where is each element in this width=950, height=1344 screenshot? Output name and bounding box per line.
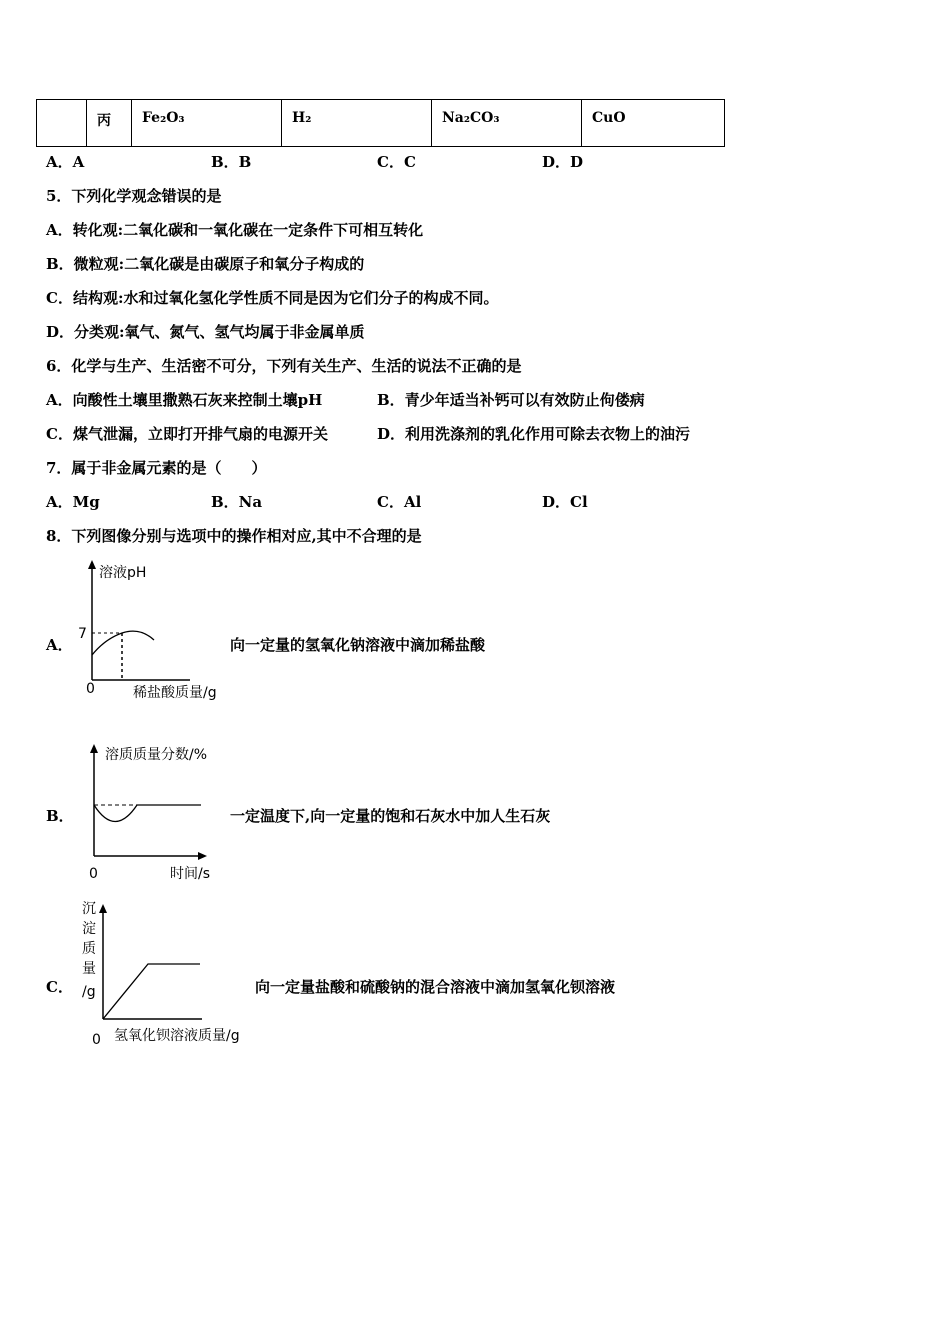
graph-c-ylabel-1: 沉 (82, 901, 96, 917)
graph-c-ylabel-4: 量 (82, 961, 96, 977)
table-row (37, 100, 725, 147)
graph-a-y-arrow-icon (88, 560, 96, 569)
graph-b-label[interactable]: B． (46, 807, 74, 825)
graph-c-line (103, 964, 200, 1019)
q7-option-b[interactable]: B．Na (211, 493, 263, 511)
q4-option-d[interactable]: D．D (542, 153, 584, 171)
graph-b-origin: 0 (89, 866, 98, 882)
table-cell: Fe₂O₃ (132, 100, 282, 147)
table-cell: H₂ (282, 100, 432, 147)
graph-a-ylabel: 溶液pH (99, 565, 147, 581)
graph-c-xlabel: 氢氧化钡溶液质量/g (114, 1028, 240, 1044)
q5-option-c[interactable]: C．结构观:水和过氧化氢化学性质不同是因为它们分子的构成不同。 (46, 289, 499, 307)
graph-c-desc: 向一定量盐酸和硫酸钠的混合溶液中滴加氢氧化钡溶液 (255, 978, 616, 996)
graph-c-origin: 0 (92, 1032, 101, 1048)
q7-option-c[interactable]: C．Al (377, 493, 422, 511)
q5-stem: 5．下列化学观念错误的是 (46, 187, 222, 205)
graph-b-curve (94, 805, 201, 822)
graph-a-label[interactable]: A． (46, 636, 73, 654)
table-cell (37, 100, 87, 147)
graph-a-tick: 7 (78, 626, 87, 642)
table-cell: CuO (582, 100, 725, 147)
graph-b-xlabel: 时间/s (170, 866, 211, 882)
q5-option-b[interactable]: B．微粒观:二氧化碳是由碳原子和氧分子构成的 (46, 255, 365, 273)
q6-option-c[interactable]: C．煤气泄漏，立即打开排气扇的电源开关 (46, 425, 328, 443)
graph-c-y-arrow-icon (99, 904, 107, 913)
table-cell: Na₂CO₃ (432, 100, 582, 147)
graph-a-curve (92, 631, 154, 655)
graph-a-origin: 0 (86, 681, 95, 697)
q6-option-b[interactable]: B．青少年适当补钙可以有效防止佝偻病 (377, 391, 645, 409)
graph-c (78, 895, 258, 1050)
graph-b (75, 738, 235, 886)
graph-c-ylabel-3: 质 (82, 941, 96, 957)
q5-option-a[interactable]: A．转化观:二氧化碳和一氧化碳在一定条件下可相互转化 (46, 221, 424, 239)
graph-a (70, 555, 240, 705)
graph-a-desc: 向一定量的氢氧化钠溶液中滴加稀盐酸 (230, 636, 486, 654)
q4-option-c[interactable]: C．C (377, 153, 416, 171)
q7-option-a[interactable]: A．Mg (46, 493, 100, 511)
graph-c-label[interactable]: C． (46, 978, 73, 996)
q6-option-a[interactable]: A．向酸性土壤里撒熟石灰来控制土壤pH (46, 391, 323, 409)
graph-c-ylabel-5: /g (82, 984, 96, 1000)
q4-option-a[interactable]: A．A (46, 153, 85, 171)
graph-b-y-arrow-icon (90, 744, 98, 753)
graph-b-x-arrow-icon (198, 852, 207, 860)
graph-b-ylabel: 溶质质量分数/% (105, 747, 208, 763)
q7-stem: 7．属于非金属元素的是（ ） (46, 459, 267, 477)
q5-option-d[interactable]: D．分类观:氧气、氮气、氢气均属于非金属单质 (46, 323, 365, 341)
q7-option-d[interactable]: D．Cl (542, 493, 588, 511)
q8-stem: 8．下列图像分别与选项中的操作相对应,其中不合理的是 (46, 527, 422, 545)
q6-stem: 6．化学与生产、生活密不可分，下列有关生产、生活的说法不正确的是 (46, 357, 522, 375)
graph-a-xlabel: 稀盐酸质量/g (133, 685, 217, 701)
q6-option-d[interactable]: D．利用洗涤剂的乳化作用可除去衣物上的油污 (377, 425, 691, 443)
graph-b-desc: 一定温度下,向一定量的饱和石灰水中加人生石灰 (230, 807, 551, 825)
graph-c-ylabel-2: 淀 (82, 921, 96, 937)
q4-option-b[interactable]: B．B (211, 153, 252, 171)
answer-table (36, 99, 725, 147)
table-cell: 丙 (87, 100, 132, 147)
